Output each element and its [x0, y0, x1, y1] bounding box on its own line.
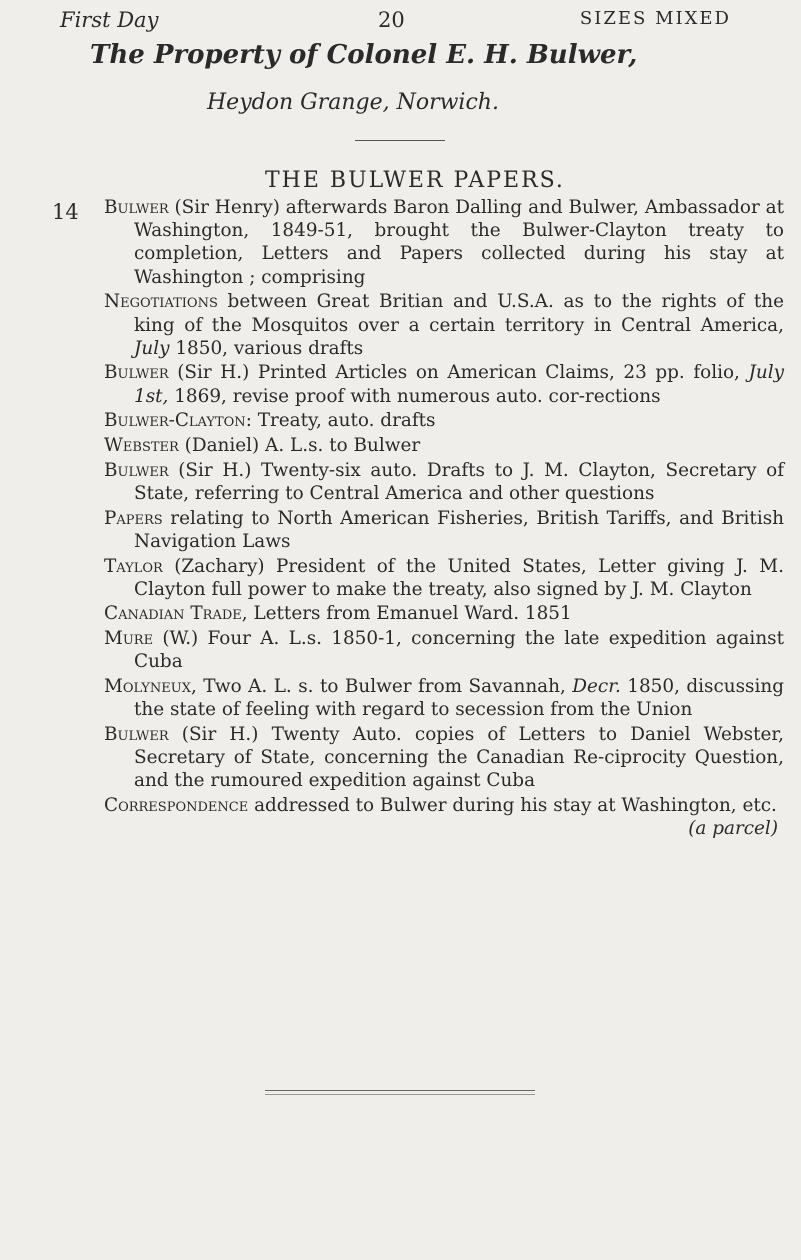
entry-text: 1850, discussing the state of feeling with regard to secession from the Union — [134, 676, 784, 721]
entry-text: between Great Britian and U.S.A. as to the rights of the king of the Mosquitos over a certain territory in Central America, — [134, 291, 784, 336]
entry-text: 1869, revise proof with numerous auto. cor-rections — [168, 385, 661, 407]
page-header — [60, 8, 731, 38]
provenance-subtitle: Heydon Grange, Norwich. — [207, 90, 499, 115]
day-label: First Day — [60, 8, 159, 32]
entry — [104, 627, 784, 673]
end-rule — [265, 1090, 535, 1091]
provenance-title: The Property of Colonel E. H. Bulwer, — [90, 40, 638, 70]
entry-lead: Papers — [104, 507, 163, 529]
entry — [104, 409, 784, 432]
entry-date: July 1st, — [134, 362, 784, 407]
entry-text: : Treaty, auto. drafts — [245, 410, 436, 432]
entry-text: relating to North American Fisheries, British Tariffs, and British Navigation Laws — [134, 507, 784, 552]
section-title: THE BULWER PAPERS. — [265, 168, 565, 193]
entry-text: , Letters from Emanuel Ward. 1851 — [241, 603, 572, 625]
entry-lead: Bulwer — [104, 362, 169, 384]
entry-lead: Webster — [104, 435, 179, 457]
entry-text: (Daniel) A. L.s. to Bulwer — [178, 435, 421, 457]
entry — [104, 361, 784, 407]
entry — [104, 196, 784, 289]
divider — [355, 140, 445, 141]
entry — [104, 675, 784, 721]
entry-text: (Zachary) President of the United States, Letter giving J. M. Clayton full power to make the treaty, also signed by J. M. Clayton — [134, 555, 784, 600]
lot-number: 14 — [52, 200, 79, 224]
entry-date: July — [134, 337, 170, 359]
entry-text: (Sir H.) Twenty Auto. copies of Letters to Daniel Webster, Secretary of State, concerning the Canadian Re-ciprocity Question, and the rumoured expedition against Cuba — [134, 723, 784, 792]
sizes-label: SIZES MIXED — [579, 8, 731, 29]
entry-text: (Sir H.) Twenty-six auto. Drafts to J. M. Clayton, Secretary of State, referring to Central America and other questions — [134, 459, 784, 504]
entry — [104, 723, 784, 793]
entry — [104, 794, 784, 840]
entry-quantity: (a parcel) — [688, 818, 778, 840]
entry — [104, 555, 784, 601]
entry-text: addressed to Bulwer during his stay at Washington, etc. — [248, 795, 777, 817]
entry-text: , Two A. L. s. to Bulwer from Savannah, — [190, 676, 573, 698]
page-number: 20 — [378, 8, 405, 32]
entry-lead: Mure — [104, 628, 154, 650]
entry-lead: Bulwer — [104, 459, 169, 481]
entry — [104, 507, 784, 553]
entry-date: Decr. — [572, 676, 621, 698]
entry-lead: Canadian Trade — [104, 603, 242, 625]
entry-lead: Negotiations — [104, 291, 218, 313]
entry-lead: Bulwer — [104, 723, 169, 745]
entry-text: (Sir Henry) afterwards Baron Dalling and Bulwer, Ambassador at Washington, 1849-51, brought the Bulwer-Clayton treaty to completion, Letters and Papers collected during his stay at Washington ; comprising — [134, 197, 784, 288]
entry-lead: Bulwer — [104, 197, 169, 218]
entry-lead: Bulwer-Clayton — [104, 410, 246, 432]
entry-text: (Sir H.) Printed Articles on American Claims, 23 pp. folio, — [168, 362, 749, 384]
entry — [104, 290, 784, 360]
entry-text: 1850, various drafts — [169, 337, 364, 359]
entry-lead: Molyneux — [104, 676, 191, 698]
entry-lead: Correspondence — [104, 795, 249, 817]
end-rule-secondary — [265, 1094, 535, 1095]
lot-entries — [104, 196, 784, 840]
entry-text: (W.) Four A. L.s. 1850-1, concerning the late expedition against Cuba — [134, 628, 784, 673]
entry-lead: Taylor — [104, 555, 163, 577]
entry — [104, 602, 784, 625]
entry — [104, 434, 784, 457]
entry — [104, 459, 784, 505]
